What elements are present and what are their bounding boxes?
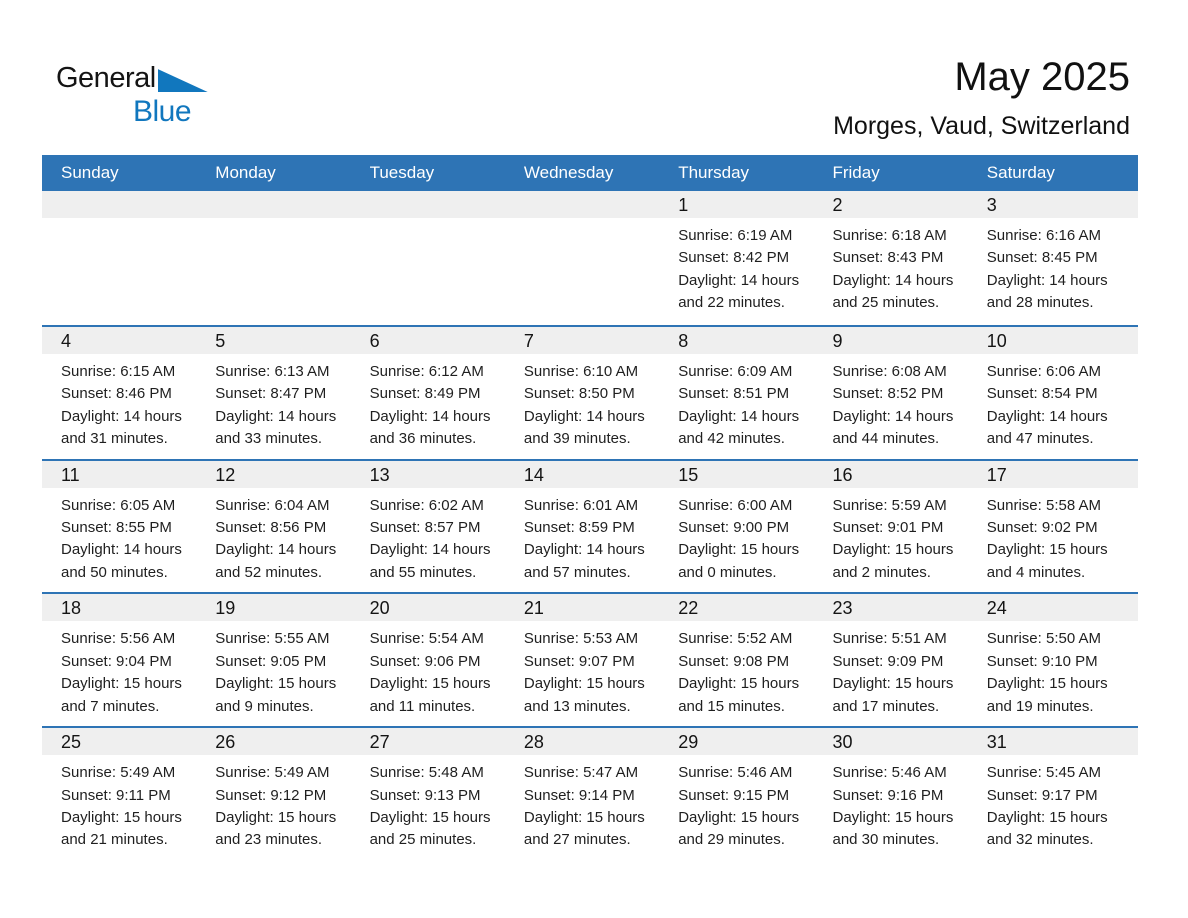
sunrise-text: Sunrise: 5:49 AM bbox=[215, 764, 330, 782]
day-number: 22 bbox=[678, 598, 699, 619]
day-cell-2 bbox=[813, 191, 967, 325]
day-cell-16 bbox=[813, 461, 967, 593]
daylight-minutes-text: and 19 minutes. bbox=[986, 697, 1094, 715]
sunrise-text: Sunrise: 6:13 AM bbox=[215, 362, 330, 380]
day-cell-body bbox=[813, 361, 967, 451]
day-cell-18 bbox=[42, 594, 196, 726]
daylight-hours-text: Daylight: 15 hours bbox=[61, 675, 182, 693]
day-cell-body bbox=[968, 495, 1138, 585]
day-cell-5 bbox=[196, 327, 350, 459]
sunrise-text: Sunrise: 6:16 AM bbox=[986, 227, 1102, 244]
daylight-hours-text: Daylight: 14 hours bbox=[523, 407, 645, 425]
daylight-hours-text: Daylight: 14 hours bbox=[215, 407, 337, 425]
day-number-strip bbox=[505, 327, 659, 354]
day-number: 20 bbox=[369, 598, 390, 619]
weekday-header-friday: Friday bbox=[832, 163, 880, 182]
daylight-minutes-text: and 55 minutes. bbox=[369, 563, 477, 581]
daylight-minutes-text: and 47 minutes. bbox=[986, 430, 1094, 448]
daylight-hours-text: Daylight: 14 hours bbox=[523, 541, 645, 559]
sunset-text: Sunset: 8:59 PM bbox=[523, 519, 635, 536]
day-number-strip bbox=[813, 594, 967, 621]
sunset-text: Sunset: 9:17 PM bbox=[986, 786, 1098, 804]
day-number-strip bbox=[42, 191, 196, 218]
weekday-header-monday: Monday bbox=[215, 163, 276, 182]
weekday-header-sunday: Sunday bbox=[61, 163, 119, 182]
daylight-hours-text: Daylight: 14 hours bbox=[678, 271, 800, 289]
day-number-strip bbox=[351, 461, 505, 488]
daylight-minutes-text: and 52 minutes. bbox=[215, 563, 323, 581]
day-number: 13 bbox=[369, 464, 390, 485]
day-cell-body bbox=[813, 762, 967, 852]
day-number: 1 bbox=[678, 195, 689, 215]
day-cell-body bbox=[968, 361, 1138, 451]
day-number-strip bbox=[505, 728, 659, 755]
day-number-strip bbox=[813, 327, 967, 354]
week-row-1 bbox=[42, 191, 1138, 325]
day-number: 11 bbox=[61, 464, 80, 485]
sunset-text: Sunset: 9:07 PM bbox=[523, 652, 635, 670]
daylight-hours-text: Daylight: 15 hours bbox=[832, 809, 954, 826]
day-number-strip bbox=[42, 327, 196, 354]
sunrise-text: Sunrise: 5:54 AM bbox=[369, 630, 484, 648]
logo-word-blue: Blue bbox=[133, 95, 192, 128]
sunrise-text: Sunrise: 6:02 AM bbox=[369, 496, 484, 514]
day-number-strip bbox=[196, 461, 350, 488]
empty-day-cell bbox=[196, 191, 350, 325]
day-number-strip bbox=[505, 594, 659, 621]
daylight-hours-text: Daylight: 15 hours bbox=[986, 541, 1108, 559]
logo-line-1 bbox=[56, 64, 208, 93]
day-number: 4 bbox=[61, 330, 72, 351]
sunset-text: Sunset: 8:50 PM bbox=[523, 385, 635, 403]
daylight-hours-text: Daylight: 14 hours bbox=[61, 407, 182, 425]
sunrise-text: Sunrise: 5:51 AM bbox=[832, 630, 947, 648]
day-number-strip bbox=[196, 327, 350, 354]
daylight-hours-text: Daylight: 14 hours bbox=[215, 541, 337, 559]
day-cell-body bbox=[196, 628, 350, 718]
sunset-text: Sunset: 9:06 PM bbox=[369, 652, 481, 670]
day-number-strip bbox=[42, 728, 196, 755]
day-number-strip bbox=[968, 461, 1138, 488]
day-cell-body bbox=[505, 762, 659, 852]
daylight-minutes-text: and 30 minutes. bbox=[832, 831, 940, 849]
day-cell-body bbox=[196, 762, 350, 852]
day-number: 26 bbox=[215, 732, 236, 753]
day-cell-body bbox=[351, 495, 505, 585]
day-cell-20 bbox=[351, 594, 505, 726]
day-number-strip bbox=[659, 594, 813, 621]
sunset-text: Sunset: 8:47 PM bbox=[215, 385, 327, 403]
day-number: 10 bbox=[986, 330, 1007, 351]
day-cell-body bbox=[351, 762, 505, 852]
daylight-hours-text: Daylight: 15 hours bbox=[678, 541, 800, 559]
daylight-minutes-text: and 39 minutes. bbox=[523, 430, 631, 448]
sunrise-text: Sunrise: 6:06 AM bbox=[986, 362, 1102, 380]
sunrise-text: Sunrise: 5:48 AM bbox=[369, 764, 484, 782]
sunrise-text: Sunrise: 5:45 AM bbox=[986, 764, 1102, 782]
daylight-hours-text: Daylight: 15 hours bbox=[832, 675, 954, 693]
sunset-text: Sunset: 9:08 PM bbox=[678, 652, 790, 670]
day-number-strip bbox=[813, 191, 967, 218]
day-cell-body bbox=[351, 361, 505, 451]
weekday-header-saturday: Saturday bbox=[986, 163, 1055, 182]
day-cell-29 bbox=[659, 728, 813, 860]
sunset-text: Sunset: 9:00 PM bbox=[678, 519, 790, 536]
sunset-text: Sunset: 9:04 PM bbox=[61, 652, 172, 670]
day-cell-31 bbox=[968, 728, 1138, 860]
day-number-strip bbox=[196, 191, 350, 218]
daylight-hours-text: Daylight: 15 hours bbox=[678, 809, 800, 826]
sunrise-text: Sunrise: 5:46 AM bbox=[832, 764, 947, 782]
weekday-header-row bbox=[42, 155, 1138, 191]
day-cell-body bbox=[196, 495, 350, 585]
sunset-text: Sunset: 8:52 PM bbox=[832, 385, 944, 403]
sunrise-text: Sunrise: 5:58 AM bbox=[986, 496, 1102, 514]
weekday-header-wednesday: Wednesday bbox=[523, 163, 614, 182]
day-number-strip bbox=[813, 461, 967, 488]
daylight-minutes-text: and 50 minutes. bbox=[61, 563, 168, 581]
day-number-strip bbox=[659, 327, 813, 354]
day-number-strip bbox=[42, 594, 196, 621]
daylight-hours-text: Daylight: 15 hours bbox=[61, 809, 182, 826]
day-number-strip bbox=[968, 594, 1138, 621]
day-number: 23 bbox=[832, 598, 853, 619]
sunrise-text: Sunrise: 5:47 AM bbox=[523, 764, 639, 782]
day-cell-12 bbox=[196, 461, 350, 593]
sunrise-text: Sunrise: 6:08 AM bbox=[832, 362, 947, 380]
sunrise-text: Sunrise: 5:59 AM bbox=[832, 496, 947, 514]
daylight-minutes-text: and 33 minutes. bbox=[215, 430, 323, 448]
sunset-text: Sunset: 9:02 PM bbox=[986, 519, 1098, 536]
daylight-hours-text: Daylight: 14 hours bbox=[986, 271, 1108, 289]
sunset-text: Sunset: 8:46 PM bbox=[61, 385, 172, 403]
sunrise-text: Sunrise: 5:50 AM bbox=[986, 630, 1102, 648]
day-cell-30 bbox=[813, 728, 967, 860]
daylight-minutes-text: and 2 minutes. bbox=[832, 563, 931, 581]
day-cell-body bbox=[505, 361, 659, 451]
day-cell-body bbox=[659, 762, 813, 852]
calendar-table bbox=[42, 155, 1138, 860]
day-cell-6 bbox=[351, 327, 505, 459]
daylight-minutes-text: and 25 minutes. bbox=[369, 831, 477, 849]
sunset-text: Sunset: 9:09 PM bbox=[832, 652, 944, 670]
day-cell-body bbox=[42, 628, 196, 718]
day-cell-body bbox=[659, 628, 813, 718]
daylight-minutes-text: and 27 minutes. bbox=[523, 831, 631, 849]
daylight-hours-text: Daylight: 15 hours bbox=[678, 675, 800, 693]
day-cell-27 bbox=[351, 728, 505, 860]
sunset-text: Sunset: 9:13 PM bbox=[369, 786, 481, 804]
sunrise-text: Sunrise: 6:01 AM bbox=[523, 496, 639, 514]
day-cell-14 bbox=[505, 461, 659, 593]
sunset-text: Sunset: 9:12 PM bbox=[215, 786, 327, 804]
daylight-minutes-text: and 13 minutes. bbox=[523, 697, 631, 715]
daylight-hours-text: Daylight: 15 hours bbox=[832, 541, 954, 559]
day-cell-26 bbox=[196, 728, 350, 860]
daylight-minutes-text: and 7 minutes. bbox=[61, 697, 160, 715]
daylight-minutes-text: and 21 minutes. bbox=[61, 831, 168, 849]
daylight-hours-text: Daylight: 15 hours bbox=[523, 809, 645, 826]
day-number-strip bbox=[659, 191, 813, 218]
sunrise-text: Sunrise: 6:12 AM bbox=[369, 362, 484, 380]
day-number: 21 bbox=[523, 598, 544, 619]
sunrise-text: Sunrise: 6:10 AM bbox=[523, 362, 639, 380]
week-row-2 bbox=[42, 325, 1138, 459]
daylight-minutes-text: and 9 minutes. bbox=[215, 697, 314, 715]
sunset-text: Sunset: 9:15 PM bbox=[678, 786, 790, 804]
daylight-minutes-text: and 0 minutes. bbox=[678, 563, 777, 581]
daylight-hours-text: Daylight: 15 hours bbox=[369, 675, 491, 693]
sunrise-text: Sunrise: 6:09 AM bbox=[678, 362, 793, 380]
day-cell-body bbox=[42, 762, 196, 852]
daylight-hours-text: Daylight: 15 hours bbox=[523, 675, 645, 693]
day-cell-1 bbox=[659, 191, 813, 325]
day-number-strip bbox=[505, 461, 659, 488]
weekday-header-thursday: Thursday bbox=[678, 163, 750, 182]
day-cell-4 bbox=[42, 327, 196, 459]
daylight-hours-text: Daylight: 14 hours bbox=[61, 541, 182, 559]
daylight-minutes-text: and 32 minutes. bbox=[986, 831, 1094, 849]
day-number: 16 bbox=[832, 464, 853, 485]
day-number: 27 bbox=[369, 732, 390, 753]
sunrise-text: Sunrise: 6:00 AM bbox=[678, 496, 793, 514]
sunset-text: Sunset: 8:49 PM bbox=[369, 385, 481, 403]
day-number: 19 bbox=[215, 598, 236, 619]
day-cell-22 bbox=[659, 594, 813, 726]
sunset-text: Sunset: 9:16 PM bbox=[832, 786, 944, 804]
day-cell-28 bbox=[505, 728, 659, 860]
sunrise-text: Sunrise: 6:04 AM bbox=[215, 496, 330, 514]
daylight-minutes-text: and 15 minutes. bbox=[678, 697, 785, 715]
week-row-4 bbox=[42, 592, 1138, 726]
daylight-minutes-text: and 11 minutes. bbox=[369, 697, 476, 715]
daylight-hours-text: Daylight: 15 hours bbox=[986, 675, 1108, 693]
daylight-hours-text: Daylight: 15 hours bbox=[369, 809, 491, 826]
day-number: 24 bbox=[986, 598, 1007, 619]
month-title: May 2025 bbox=[954, 55, 1130, 99]
day-cell-body bbox=[659, 361, 813, 451]
daylight-hours-text: Daylight: 14 hours bbox=[369, 407, 491, 425]
sunrise-text: Sunrise: 5:46 AM bbox=[678, 764, 793, 782]
day-number: 3 bbox=[986, 195, 997, 215]
week-row-5 bbox=[42, 726, 1138, 860]
day-cell-body bbox=[42, 495, 196, 585]
day-number-strip bbox=[968, 327, 1138, 354]
daylight-hours-text: Daylight: 15 hours bbox=[215, 675, 337, 693]
sunset-text: Sunset: 8:51 PM bbox=[678, 385, 790, 403]
day-number: 30 bbox=[832, 732, 853, 753]
day-number-strip bbox=[813, 728, 967, 755]
sunrise-text: Sunrise: 5:55 AM bbox=[215, 630, 330, 648]
day-number-strip bbox=[968, 728, 1138, 755]
empty-day-cell bbox=[351, 191, 505, 325]
empty-day-cell bbox=[42, 191, 196, 325]
day-cell-body bbox=[505, 495, 659, 585]
sunset-text: Sunset: 9:05 PM bbox=[215, 652, 327, 670]
logo-triangle-icon bbox=[158, 69, 208, 92]
day-number-strip bbox=[196, 728, 350, 755]
day-cell-body bbox=[968, 225, 1138, 315]
day-cell-body bbox=[813, 628, 967, 718]
day-cell-body bbox=[968, 762, 1138, 852]
day-number: 28 bbox=[523, 732, 544, 753]
location-subtitle: Morges, Vaud, Switzerland bbox=[833, 112, 1130, 140]
sunrise-text: Sunrise: 5:49 AM bbox=[61, 764, 176, 782]
daylight-minutes-text: and 36 minutes. bbox=[369, 430, 477, 448]
empty-day-cell bbox=[505, 191, 659, 325]
daylight-hours-text: Daylight: 14 hours bbox=[369, 541, 491, 559]
day-number-strip bbox=[659, 728, 813, 755]
day-number: 14 bbox=[523, 464, 544, 485]
day-number-strip bbox=[505, 191, 659, 218]
sunset-text: Sunset: 9:14 PM bbox=[523, 786, 635, 804]
sunrise-text: Sunrise: 6:05 AM bbox=[61, 496, 176, 514]
daylight-minutes-text: and 25 minutes. bbox=[832, 294, 940, 312]
sunset-text: Sunset: 9:01 PM bbox=[832, 519, 944, 536]
day-number: 12 bbox=[215, 464, 236, 485]
sunrise-text: Sunrise: 6:18 AM bbox=[832, 227, 947, 244]
daylight-minutes-text: and 17 minutes. bbox=[832, 697, 940, 715]
day-number-strip bbox=[351, 327, 505, 354]
sunset-text: Sunset: 8:56 PM bbox=[215, 519, 327, 536]
day-cell-body bbox=[505, 628, 659, 718]
day-cell-body bbox=[351, 628, 505, 718]
sunset-text: Sunset: 8:42 PM bbox=[678, 249, 790, 267]
daylight-minutes-text: and 29 minutes. bbox=[678, 831, 785, 849]
daylight-hours-text: Daylight: 14 hours bbox=[678, 407, 800, 425]
sunset-text: Sunset: 9:11 PM bbox=[61, 786, 171, 804]
daylight-minutes-text: and 28 minutes. bbox=[986, 294, 1094, 312]
daylight-hours-text: Daylight: 14 hours bbox=[986, 407, 1108, 425]
sunrise-text: Sunrise: 5:53 AM bbox=[523, 630, 639, 648]
day-cell-body bbox=[659, 495, 813, 585]
day-cell-13 bbox=[351, 461, 505, 593]
day-number-strip bbox=[196, 594, 350, 621]
day-number: 18 bbox=[61, 598, 82, 619]
day-cell-body bbox=[968, 628, 1138, 718]
general-blue-logo bbox=[56, 64, 208, 127]
day-cell-25 bbox=[42, 728, 196, 860]
day-number: 15 bbox=[678, 464, 699, 485]
day-cell-24 bbox=[968, 594, 1138, 726]
day-cell-19 bbox=[196, 594, 350, 726]
day-number: 25 bbox=[61, 732, 82, 753]
daylight-minutes-text: and 4 minutes. bbox=[986, 563, 1086, 581]
day-number: 7 bbox=[523, 330, 534, 351]
day-number: 8 bbox=[678, 330, 689, 351]
day-number-strip bbox=[351, 191, 505, 218]
daylight-minutes-text: and 44 minutes. bbox=[832, 430, 940, 448]
day-cell-7 bbox=[505, 327, 659, 459]
day-number: 31 bbox=[986, 732, 1007, 753]
daylight-hours-text: Daylight: 14 hours bbox=[832, 271, 954, 289]
sunrise-text: Sunrise: 5:56 AM bbox=[61, 630, 176, 648]
day-cell-body bbox=[813, 495, 967, 585]
sunrise-text: Sunrise: 5:52 AM bbox=[678, 630, 793, 648]
day-cell-21 bbox=[505, 594, 659, 726]
week-row-3 bbox=[42, 459, 1138, 593]
day-number: 29 bbox=[678, 732, 699, 753]
day-cell-body bbox=[196, 361, 350, 451]
daylight-minutes-text: and 57 minutes. bbox=[523, 563, 631, 581]
title-block bbox=[833, 56, 1130, 141]
sunset-text: Sunset: 8:54 PM bbox=[986, 385, 1098, 403]
day-cell-23 bbox=[813, 594, 967, 726]
sunset-text: Sunset: 8:43 PM bbox=[832, 249, 944, 267]
calendar-weeks bbox=[42, 191, 1138, 860]
day-number-strip bbox=[351, 728, 505, 755]
weekday-header-tuesday: Tuesday bbox=[369, 163, 435, 182]
day-cell-body bbox=[813, 225, 967, 315]
sunset-text: Sunset: 8:55 PM bbox=[61, 519, 172, 536]
daylight-hours-text: Daylight: 15 hours bbox=[986, 809, 1108, 826]
day-number: 9 bbox=[832, 330, 843, 351]
day-number: 2 bbox=[832, 195, 843, 215]
sunrise-text: Sunrise: 6:15 AM bbox=[61, 362, 176, 380]
day-cell-8 bbox=[659, 327, 813, 459]
day-cell-17 bbox=[968, 461, 1138, 593]
daylight-minutes-text: and 42 minutes. bbox=[678, 430, 785, 448]
day-cell-body bbox=[659, 225, 813, 315]
daylight-hours-text: Daylight: 14 hours bbox=[832, 407, 954, 425]
day-cell-10 bbox=[968, 327, 1138, 459]
day-cell-body bbox=[42, 361, 196, 451]
day-number-strip bbox=[659, 461, 813, 488]
day-cell-15 bbox=[659, 461, 813, 593]
daylight-minutes-text: and 31 minutes. bbox=[61, 430, 168, 448]
daylight-minutes-text: and 22 minutes. bbox=[678, 294, 785, 312]
sunrise-text: Sunrise: 6:19 AM bbox=[678, 227, 793, 244]
day-number-strip bbox=[42, 461, 196, 488]
day-cell-11 bbox=[42, 461, 196, 593]
sunset-text: Sunset: 9:10 PM bbox=[986, 652, 1098, 670]
sunset-text: Sunset: 8:45 PM bbox=[986, 249, 1098, 267]
daylight-hours-text: Daylight: 15 hours bbox=[215, 809, 337, 826]
day-cell-3 bbox=[968, 191, 1138, 325]
daylight-minutes-text: and 23 minutes. bbox=[215, 831, 323, 849]
sunset-text: Sunset: 8:57 PM bbox=[369, 519, 481, 536]
day-number: 5 bbox=[215, 330, 226, 351]
day-number: 17 bbox=[986, 464, 1007, 485]
day-number-strip bbox=[968, 191, 1138, 218]
day-number: 6 bbox=[369, 330, 380, 351]
day-number-strip bbox=[351, 594, 505, 621]
day-cell-9 bbox=[813, 327, 967, 459]
logo-word-general: General bbox=[56, 62, 156, 94]
